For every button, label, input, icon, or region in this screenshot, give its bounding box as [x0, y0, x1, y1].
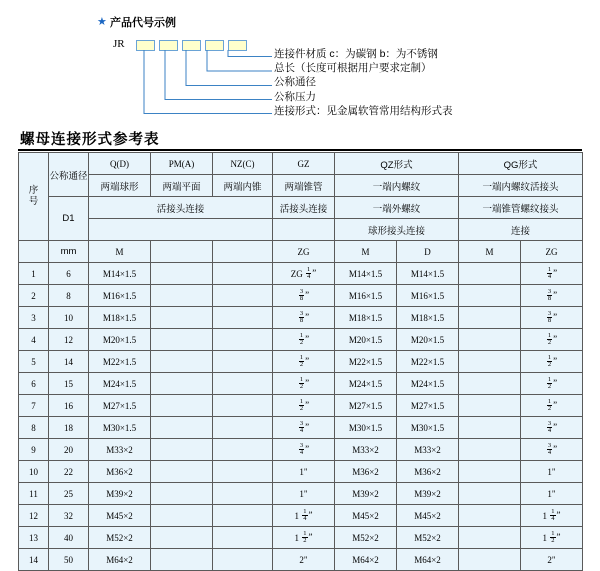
cell-qz-m: M24×1.5 — [335, 373, 397, 395]
header-group-code-qg: QG形式 — [459, 153, 583, 175]
table-row — [19, 417, 583, 439]
cell-gz: $\frac{1}{2}$ ” — [273, 373, 335, 395]
cell-qg-m — [459, 373, 521, 395]
table-row — [19, 329, 583, 351]
cell-q: M14×1.5 — [89, 263, 151, 285]
header-blank-gz — [273, 219, 335, 241]
cell-q: M45×2 — [89, 505, 151, 527]
nut-connection-table — [18, 152, 583, 571]
cell-nz — [213, 351, 273, 373]
header-group-code-qz: QZ形式 — [335, 153, 459, 175]
cell-pm — [151, 307, 213, 329]
cell-qg-m — [459, 263, 521, 285]
cell-q: M27×1.5 — [89, 395, 151, 417]
cell-dn: 25 — [49, 483, 89, 505]
cell-qg-zg: $\frac{3}{8}$ ” — [521, 285, 583, 307]
cell-qz-d: M30×1.5 — [397, 417, 459, 439]
cell-seq: 5 — [19, 351, 49, 373]
cell-dn: 14 — [49, 351, 89, 373]
cell-nz — [213, 505, 273, 527]
table-row — [19, 307, 583, 329]
cell-nz — [213, 483, 273, 505]
header-blank-left — [89, 219, 273, 241]
header-type-qg: 一端内螺纹活接头 — [459, 175, 583, 197]
cell-gz: $\frac{3}{4}$ ” — [273, 439, 335, 461]
cell-gz: 1 $\frac{1}{4}$ ” — [273, 505, 335, 527]
cell-seq: 13 — [19, 527, 49, 549]
table-row — [19, 439, 583, 461]
legend-title: 产品代号示例 — [110, 17, 176, 29]
cell-gz: $\frac{3}{8}$ ” — [273, 307, 335, 329]
cell-seq: 10 — [19, 461, 49, 483]
cell-qz-m: M64×2 — [335, 549, 397, 571]
table-row — [19, 549, 583, 571]
header-group-code-nz: NZ(C) — [213, 153, 273, 175]
cell-dn: 20 — [49, 439, 89, 461]
cell-qz-m: M52×2 — [335, 527, 397, 549]
table-header-units — [19, 241, 583, 263]
cell-pm — [151, 505, 213, 527]
table-row — [19, 461, 583, 483]
cell-q: M20×1.5 — [89, 329, 151, 351]
cell-qg-zg: $\frac{1}{4}$ ” — [521, 263, 583, 285]
cell-gz: $\frac{1}{2}$ ” — [273, 351, 335, 373]
cell-qz-d: M24×1.5 — [397, 373, 459, 395]
cell-seq: 12 — [19, 505, 49, 527]
cell-pm — [151, 373, 213, 395]
cell-seq: 3 — [19, 307, 49, 329]
table-row — [19, 351, 583, 373]
cell-qz-m: M39×2 — [335, 483, 397, 505]
cell-qz-m: M27×1.5 — [335, 395, 397, 417]
cell-gz: $\frac{3}{8}$ ” — [273, 285, 335, 307]
cell-dn: 32 — [49, 505, 89, 527]
header-type-nz: 两端内锥 — [213, 175, 273, 197]
cell-nz — [213, 527, 273, 549]
cell-nz — [213, 549, 273, 571]
cell-dn: 16 — [49, 395, 89, 417]
table-header-types — [19, 175, 583, 197]
cell-gz: $\frac{1}{2}$ ” — [273, 329, 335, 351]
cell-qz-d: M16×1.5 — [397, 285, 459, 307]
cell-gz: ZG $\frac{1}{4}$ ” — [273, 263, 335, 285]
cell-qz-m: M16×1.5 — [335, 285, 397, 307]
cell-dn: 8 — [49, 285, 89, 307]
cell-qz-d: M33×2 — [397, 439, 459, 461]
cell-nz — [213, 373, 273, 395]
cell-gz: $\frac{1}{2}$ ” — [273, 395, 335, 417]
cell-qz-m: M20×1.5 — [335, 329, 397, 351]
cell-dn: 22 — [49, 461, 89, 483]
cell-qz-m: M45×2 — [335, 505, 397, 527]
cell-dn: 18 — [49, 417, 89, 439]
table-row — [19, 263, 583, 285]
cell-nz — [213, 461, 273, 483]
cell-qg-m — [459, 285, 521, 307]
table-row — [19, 527, 583, 549]
cell-q: M18×1.5 — [89, 307, 151, 329]
cell-dn: 50 — [49, 549, 89, 571]
cell-qg-m — [459, 329, 521, 351]
header-unit-qz-m: M — [335, 241, 397, 263]
cell-qz-d: M45×2 — [397, 505, 459, 527]
cell-pm — [151, 461, 213, 483]
cell-qg-zg: 1" — [521, 461, 583, 483]
legend-item-nominal-diameter: 公称通径 — [274, 76, 316, 89]
legend-item-connection-form: 连接形式：见金属软管常用结构形式表 — [274, 104, 453, 117]
cell-qz-d: M64×2 — [397, 549, 459, 571]
cell-qg-zg: 1 $\frac{1}{2}$ ” — [521, 527, 583, 549]
cell-qg-zg: 2" — [521, 549, 583, 571]
cell-pm — [151, 549, 213, 571]
header-type-qz: 一端内螺纹 — [335, 175, 459, 197]
cell-qg-zg: $\frac{1}{2}$ ” — [521, 351, 583, 373]
header-nominal-diameter: 公称通径 — [49, 153, 89, 197]
header-group-code-q: Q(D) — [89, 153, 151, 175]
cell-qg-m — [459, 549, 521, 571]
cell-qg-m — [459, 461, 521, 483]
cell-nz — [213, 417, 273, 439]
product-code-legend — [0, 0, 600, 125]
table-row — [19, 505, 583, 527]
cell-nz — [213, 307, 273, 329]
cell-pm — [151, 395, 213, 417]
cell-seq: 4 — [19, 329, 49, 351]
header-sub-gz: 活接头连接 — [273, 197, 335, 219]
cell-seq: 1 — [19, 263, 49, 285]
header-unit-qz-d: D — [397, 241, 459, 263]
header-unit-mm: mm — [49, 241, 89, 263]
header-type-gz: 两端锥管 — [273, 175, 335, 197]
cell-qg-m — [459, 527, 521, 549]
cell-qz-m: M33×2 — [335, 439, 397, 461]
cell-q: M33×2 — [89, 439, 151, 461]
cell-pm — [151, 351, 213, 373]
cell-dn: 12 — [49, 329, 89, 351]
cell-q: M16×1.5 — [89, 285, 151, 307]
cell-qg-zg: $\frac{1}{2}$ ” — [521, 373, 583, 395]
cell-gz: 2" — [273, 549, 335, 571]
cell-qg-m — [459, 307, 521, 329]
cell-pm — [151, 527, 213, 549]
product-code-prefix: JR — [113, 38, 125, 50]
cell-seq: 7 — [19, 395, 49, 417]
cell-gz: 1" — [273, 461, 335, 483]
cell-gz: 1" — [273, 483, 335, 505]
header-unit-pm — [151, 241, 213, 263]
table-header-subtypes — [19, 197, 583, 219]
cell-qz-d: M18×1.5 — [397, 307, 459, 329]
cell-qz-d: M52×2 — [397, 527, 459, 549]
cell-qz-d: M14×1.5 — [397, 263, 459, 285]
legend-item-material: 连接件材质 c：为碳钢 b：为不锈钢 — [274, 48, 438, 60]
cell-qg-zg: $\frac{3}{4}$ ” — [521, 417, 583, 439]
cell-qz-m: M18×1.5 — [335, 307, 397, 329]
cell-qg-zg: $\frac{3}{4}$ ” — [521, 439, 583, 461]
header-sub-union: 活接头连接 — [89, 197, 273, 219]
cell-pm — [151, 329, 213, 351]
cell-dn: 10 — [49, 307, 89, 329]
cell-qz-d: M22×1.5 — [397, 351, 459, 373]
cell-qg-m — [459, 417, 521, 439]
table-row — [19, 395, 583, 417]
header-type2-qg: 一端锥管螺纹接头 — [459, 197, 583, 219]
cell-nz — [213, 285, 273, 307]
cell-qg-m — [459, 439, 521, 461]
cell-gz: 1 $\frac{1}{2}$ ” — [273, 527, 335, 549]
cell-dn: 40 — [49, 527, 89, 549]
cell-pm — [151, 263, 213, 285]
legend-item-list — [274, 47, 453, 118]
cell-q: M39×2 — [89, 483, 151, 505]
cell-pm — [151, 483, 213, 505]
cell-gz: $\frac{3}{4}$ ” — [273, 417, 335, 439]
table-header-connection — [19, 219, 583, 241]
cell-pm — [151, 285, 213, 307]
header-unit-nz — [213, 241, 273, 263]
cell-pm — [151, 439, 213, 461]
header-d1: D1 — [49, 197, 89, 241]
header-group-code-pm: PM(A) — [151, 153, 213, 175]
cell-nz — [213, 439, 273, 461]
cell-seq: 6 — [19, 373, 49, 395]
cell-qz-d: M36×2 — [397, 461, 459, 483]
cell-q: M30×1.5 — [89, 417, 151, 439]
cell-nz — [213, 395, 273, 417]
cell-qz-m: M30×1.5 — [335, 417, 397, 439]
legend-item-nominal-pressure: 公称压力 — [274, 90, 316, 103]
header-type2-qz: 一端外螺纹 — [335, 197, 459, 219]
header-unit-qg-zg: ZG — [521, 241, 583, 263]
cell-seq: 11 — [19, 483, 49, 505]
title-divider — [18, 149, 582, 151]
cell-nz — [213, 263, 273, 285]
header-unit-seq — [19, 241, 49, 263]
cell-seq: 8 — [19, 417, 49, 439]
table-row — [19, 373, 583, 395]
star-icon: ★ — [97, 16, 107, 28]
cell-dn: 6 — [49, 263, 89, 285]
cell-qg-zg: $\frac{1}{2}$ ” — [521, 329, 583, 351]
header-sub-qg: 连接 — [459, 219, 583, 241]
cell-qg-zg: 1" — [521, 483, 583, 505]
cell-qg-m — [459, 351, 521, 373]
cell-qz-m: M36×2 — [335, 461, 397, 483]
header-type-q: 两端球形 — [89, 175, 151, 197]
cell-qg-zg: 1 $\frac{1}{4}$ ” — [521, 505, 583, 527]
cell-seq: 2 — [19, 285, 49, 307]
header-sub-qz: 球形接头连接 — [335, 219, 459, 241]
header-unit-qg-m: M — [459, 241, 521, 263]
table-header-codes — [19, 153, 583, 175]
cell-q: M52×2 — [89, 527, 151, 549]
header-unit-gz: ZG — [273, 241, 335, 263]
header-unit-q: M — [89, 241, 151, 263]
cell-qg-m — [459, 483, 521, 505]
table-row — [19, 483, 583, 505]
cell-q: M64×2 — [89, 549, 151, 571]
cell-qz-d: M27×1.5 — [397, 395, 459, 417]
legend-item-length: 总长（长度可根据用户要求定制） — [274, 62, 432, 75]
cell-q: M36×2 — [89, 461, 151, 483]
cell-qz-m: M22×1.5 — [335, 351, 397, 373]
table-row — [19, 285, 583, 307]
cell-qz-m: M14×1.5 — [335, 263, 397, 285]
cell-q: M22×1.5 — [89, 351, 151, 373]
cell-qg-m — [459, 395, 521, 417]
page-title: 螺母连接形式参考表 — [20, 132, 160, 148]
header-seq: 序 号 — [19, 153, 49, 241]
cell-dn: 15 — [49, 373, 89, 395]
cell-pm — [151, 417, 213, 439]
cell-qg-zg: $\frac{3}{8}$ ” — [521, 307, 583, 329]
cell-qz-d: M20×1.5 — [397, 329, 459, 351]
cell-q: M24×1.5 — [89, 373, 151, 395]
cell-qg-m — [459, 505, 521, 527]
cell-nz — [213, 329, 273, 351]
cell-seq: 14 — [19, 549, 49, 571]
cell-seq: 9 — [19, 439, 49, 461]
header-type-pm: 两端平面 — [151, 175, 213, 197]
cell-qg-zg: $\frac{1}{2}$ ” — [521, 395, 583, 417]
header-group-code-gz: GZ — [273, 153, 335, 175]
cell-qz-d: M39×2 — [397, 483, 459, 505]
